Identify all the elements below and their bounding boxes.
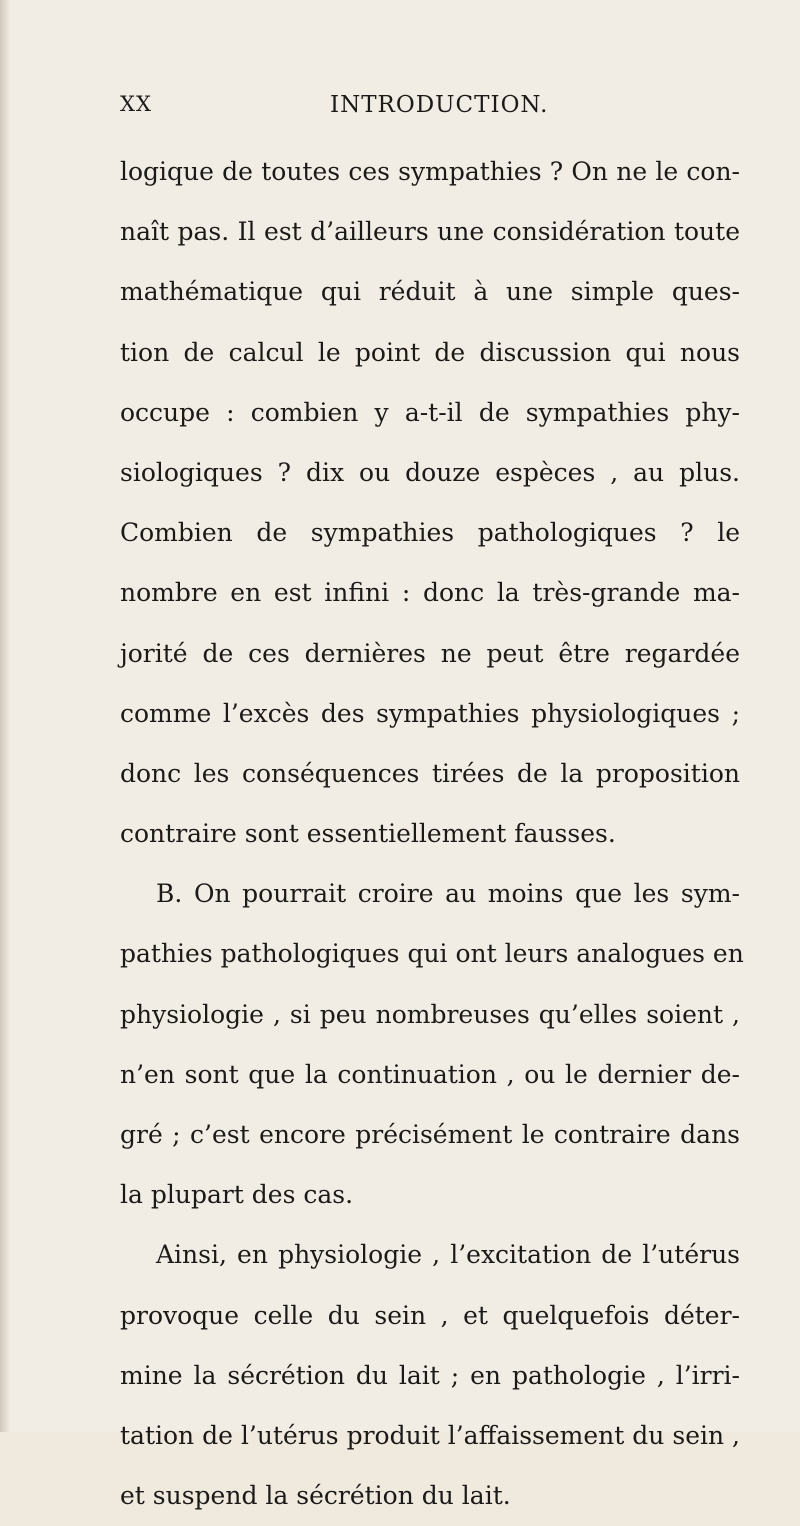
text-line: la plupart des cas. bbox=[120, 1180, 354, 1210]
page-gutter-shadow bbox=[0, 0, 10, 1432]
text-line: gré ; c’est encore précisément le contraire dans bbox=[120, 1120, 740, 1149]
text-line: jorité de ces dernières ne peut être regardée bbox=[120, 638, 740, 668]
text-line: tation de l’utérus produit l’affaissement du sein , bbox=[120, 1420, 740, 1450]
text-line: Combien de sympathies pathologiques ? le bbox=[120, 518, 740, 548]
text-line: naît pas. Il est d’ailleurs une considération toute bbox=[120, 217, 740, 247]
page-number: XX bbox=[120, 92, 152, 116]
text-line: donc les conséquences tirées de la proposition bbox=[120, 758, 740, 788]
text-line: occupe : combien y a-t-il de sympathies phy- bbox=[120, 397, 740, 427]
running-title: INTRODUCTION. bbox=[330, 92, 549, 118]
paragraph-start-line: Ainsi, en physiologie , l’excitation de l’utérus bbox=[156, 1240, 740, 1270]
text-line: contraire sont essentiellement fausses. bbox=[120, 819, 616, 849]
text-line: et suspend la sécrétion du lait. bbox=[120, 1481, 511, 1511]
text-line: mine la sécrétion du lait ; en pathologie , l’irri- bbox=[120, 1360, 740, 1390]
text-line: mathématique qui réduit à une simple ques- bbox=[120, 277, 740, 307]
running-head bbox=[120, 92, 730, 132]
text-line: tion de calcul le point de discussion qui nous bbox=[120, 337, 740, 367]
text-line: logique de toutes ces sympathies ? On ne le con- bbox=[120, 157, 740, 186]
text-line: physiologie , si peu nombreuses qu’elles soient , bbox=[120, 999, 740, 1029]
paragraph-start-line: B. On pourrait croire au moins que les sym- bbox=[156, 879, 740, 909]
text-line: provoque celle du sein , et quelquefois déter- bbox=[120, 1300, 740, 1330]
text-line: nombre en est infini : donc la très-grande ma- bbox=[120, 578, 740, 608]
text-line: pathies pathologiques qui ont leurs analogues en bbox=[120, 939, 744, 969]
text-line: n’en sont que la continuation , ou le dernier de- bbox=[120, 1059, 740, 1089]
body-text bbox=[120, 142, 744, 1526]
text-line: comme l’excès des sympathies physiologiques ; bbox=[120, 698, 740, 728]
text-line: siologiques ? dix ou douze espèces , au plus. bbox=[120, 457, 740, 487]
